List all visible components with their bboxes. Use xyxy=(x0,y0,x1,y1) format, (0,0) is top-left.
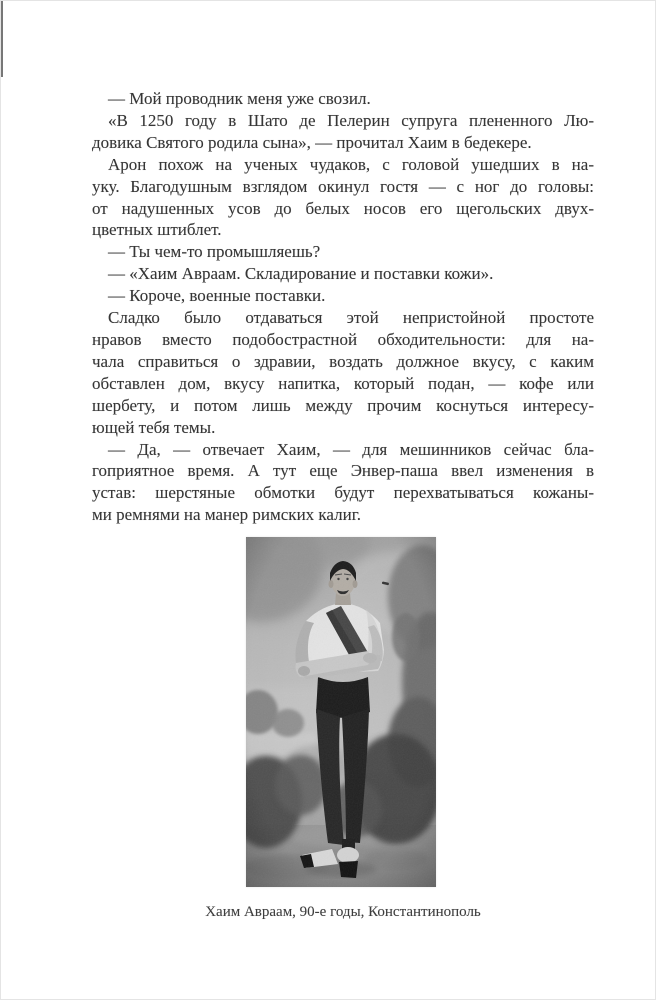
paragraph xyxy=(92,241,594,263)
paragraph xyxy=(92,439,594,527)
text-line: нравов вместо подобострастной обходительности: для на- xyxy=(92,329,594,349)
text-line: цветных штиблет. xyxy=(92,220,222,240)
scan-artifact xyxy=(1,1,3,77)
paragraph xyxy=(92,88,594,110)
text-line: — Да, — отвечает Хаим, — для мешинников сейчас бла- xyxy=(108,439,594,459)
text-line: уку. Благодушным взглядом окинул гостя — с ног до головы: xyxy=(92,176,594,196)
text-line: гоприятное время. А тут еще Энвер-паша ввел изменения в xyxy=(92,461,594,481)
text-line: — «Хаим Авраам. Складирование и поставки кожи». xyxy=(108,264,494,284)
text-line: — Мой проводник меня уже свозил. xyxy=(108,89,371,108)
paragraph xyxy=(92,285,594,307)
text-line: — Ты чем-то промышляешь? xyxy=(108,242,321,262)
paragraph xyxy=(92,307,594,438)
text-line: от надушенных усов до белых носов его щегольских двух- xyxy=(92,198,594,218)
text-line: чала справиться о здравии, воздать должное вкусу, с каким xyxy=(92,351,594,371)
text-block xyxy=(92,88,594,526)
text-line: Арон похож на ученых чудаков, с головой ушедших в на- xyxy=(108,154,594,174)
text-line: Сладко было отдаваться этой непристойной простоте xyxy=(108,308,594,328)
text-line: «В 1250 году в Шато де Пелерин супруга плененного Лю- xyxy=(108,110,594,130)
text-line: устав: шерстяные обмотки будут перехватываться кожаны- xyxy=(92,483,594,503)
text-line: шербету, и потом лишь между прочим коснуться интересу- xyxy=(92,395,594,415)
text-line: довика Святого родила сына», — прочитал Хаим в бедекере. xyxy=(92,132,532,152)
portrait-illustration xyxy=(246,537,436,887)
paragraph xyxy=(92,154,594,242)
text-line: ющей тебя темы. xyxy=(92,417,216,437)
paragraph xyxy=(92,110,594,154)
text-line: ми ремнями на манер римских калиг. xyxy=(92,505,361,525)
portrait-photo xyxy=(246,537,436,887)
text-line: — Короче, военные поставки. xyxy=(108,286,326,306)
photo-caption: Хаим Авраам, 90-е годы, Константинополь xyxy=(205,904,481,920)
paragraph xyxy=(92,263,594,285)
text-line: обставлен дом, вкусу напитка, который подан, — кофе или xyxy=(92,373,594,393)
